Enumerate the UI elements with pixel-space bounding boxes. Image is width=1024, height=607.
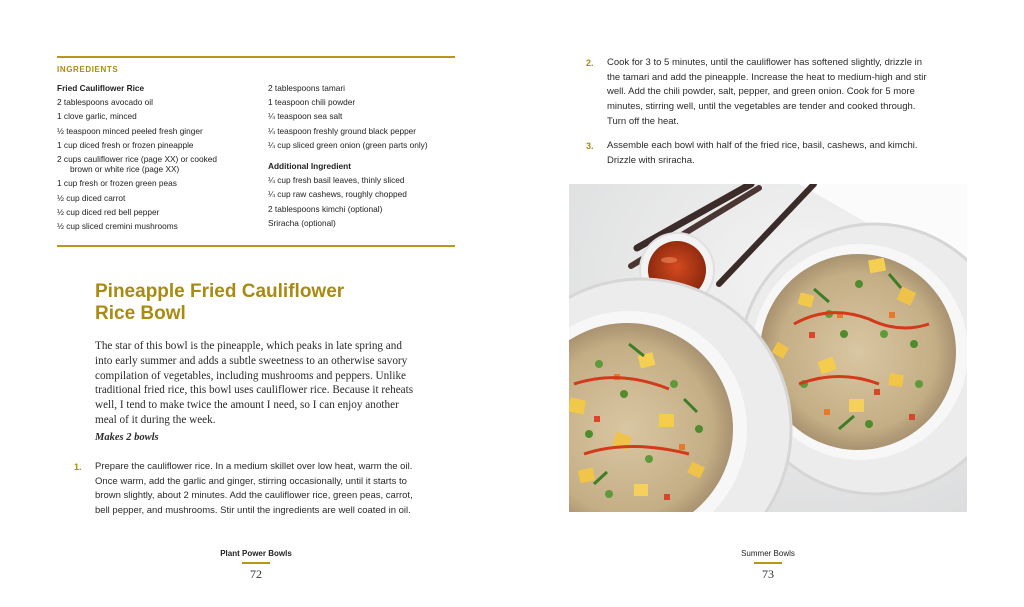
ingredient-item: 2 tablespoons tamari (268, 83, 346, 93)
ingredient-item: ½ cup diced red bell pepper (57, 206, 160, 217)
ingredient-item: 1 teaspoon chili powder (268, 97, 356, 108)
recipe-title (95, 281, 435, 325)
footer-left (206, 549, 306, 582)
ingredients-top-rule (57, 56, 455, 58)
ingredient-item: ¼ teaspoon sea salt (268, 111, 343, 122)
step-number: 1. (74, 462, 82, 472)
step-text: Prepare the cauliflower rice. In a medium skillet over low heat, warm the oil. Once warm, add the garlic and ginger, stirring occasionally, until it starts to brown slightly, about 2 minutes. Add the cauliflower rice, green peas, carrot, bell pepper, and mushrooms. Stir until the ingredients are well coated in oil. (95, 461, 413, 517)
step-3 (586, 139, 932, 168)
step-1 (74, 460, 425, 519)
ingredient-item: ½ cup diced carrot (57, 192, 126, 203)
step-2 (586, 56, 932, 130)
ingredient-item: 2 tablespoons avocado oil (57, 97, 153, 108)
step-number: 3. (586, 141, 594, 151)
step-number: 2. (586, 58, 594, 68)
ingredients-left-column (57, 81, 262, 233)
page-number: 73 (762, 566, 774, 581)
ingredient-item: 1 cup fresh or frozen green peas (57, 178, 177, 189)
ingredient-item: ¼ cup sliced green onion (green parts only) (268, 139, 428, 150)
recipe-title-line: Rice Bowl (95, 303, 186, 324)
recipe-title-line: Pineapple Fried Cauliflower (95, 281, 345, 302)
ingredient-item: 2 cups cauliflower rice (page XX) or cooked (57, 154, 218, 165)
ingredient-item: ¼ teaspoon freshly ground black pepper (268, 125, 417, 136)
ingredients-heading: INGREDIENTS (57, 65, 119, 74)
recipe-intro: The star of this bowl is the pineapple, which peaks in late spring and into early summer and adds a subtle sweetness to an otherwise savory compilation of vegetables, including mushrooms and peppers. Unlike traditional fried rice, this bowl uses cauliflower rice. Because it reheats well, I tend to make twice the amount I need, so I can enjoy another meal of it during the week. (95, 340, 414, 426)
ingredient-item: 1 cup diced fresh or frozen pineapple (57, 139, 194, 150)
ingredient-item: Sriracha (optional) (268, 217, 336, 228)
ingredient-item: ¼ cup fresh basil leaves, thinly sliced (268, 175, 405, 186)
step-text: Assemble each bowl with half of the fried rice, basil, cashews, and kimchi. Drizzle with sriracha. (607, 140, 918, 166)
recipe-yield: Makes 2 bowls (95, 432, 159, 443)
ingredient-item: 1 clove garlic, minced (57, 111, 137, 122)
ingredient-item: brown or white rice (page XX) (70, 164, 180, 175)
footer-rule (754, 562, 782, 564)
ingredient-item: ¼ cup raw cashews, roughly chopped (268, 189, 407, 200)
running-footer-title: Plant Power Bowls (220, 549, 292, 558)
running-footer-title: Summer Bowls (741, 549, 795, 558)
ingredient-group-title: Additional Ingredient (268, 161, 351, 172)
fried-rice-bowls-image (569, 184, 967, 512)
ingredient-group-title: Fried Cauliflower Rice (57, 83, 145, 93)
ingredients-right-column (268, 81, 458, 230)
footer-rule (242, 562, 270, 564)
step-text: Cook for 3 to 5 minutes, until the cauliflower has softened slightly, drizzle in the tamari and add the pineapple. Increase the heat to medium-high and stir well. Add the chili powder, salt, pepper, and green onion. Cook for 5 more minutes, stirring well, until the vegetables are tender and cooked through. Turn off the heat. (607, 57, 927, 127)
ingredient-item: ½ cup sliced cremini mushrooms (57, 221, 178, 232)
ingredients-bottom-rule (57, 245, 455, 247)
ingredient-item: 2 tablespoons kimchi (optional) (268, 203, 383, 214)
ingredient-item: ½ teaspoon minced peeled fresh ginger (57, 125, 203, 136)
food-photo (569, 184, 967, 512)
page-number: 72 (250, 566, 262, 581)
footer-right (718, 549, 818, 582)
